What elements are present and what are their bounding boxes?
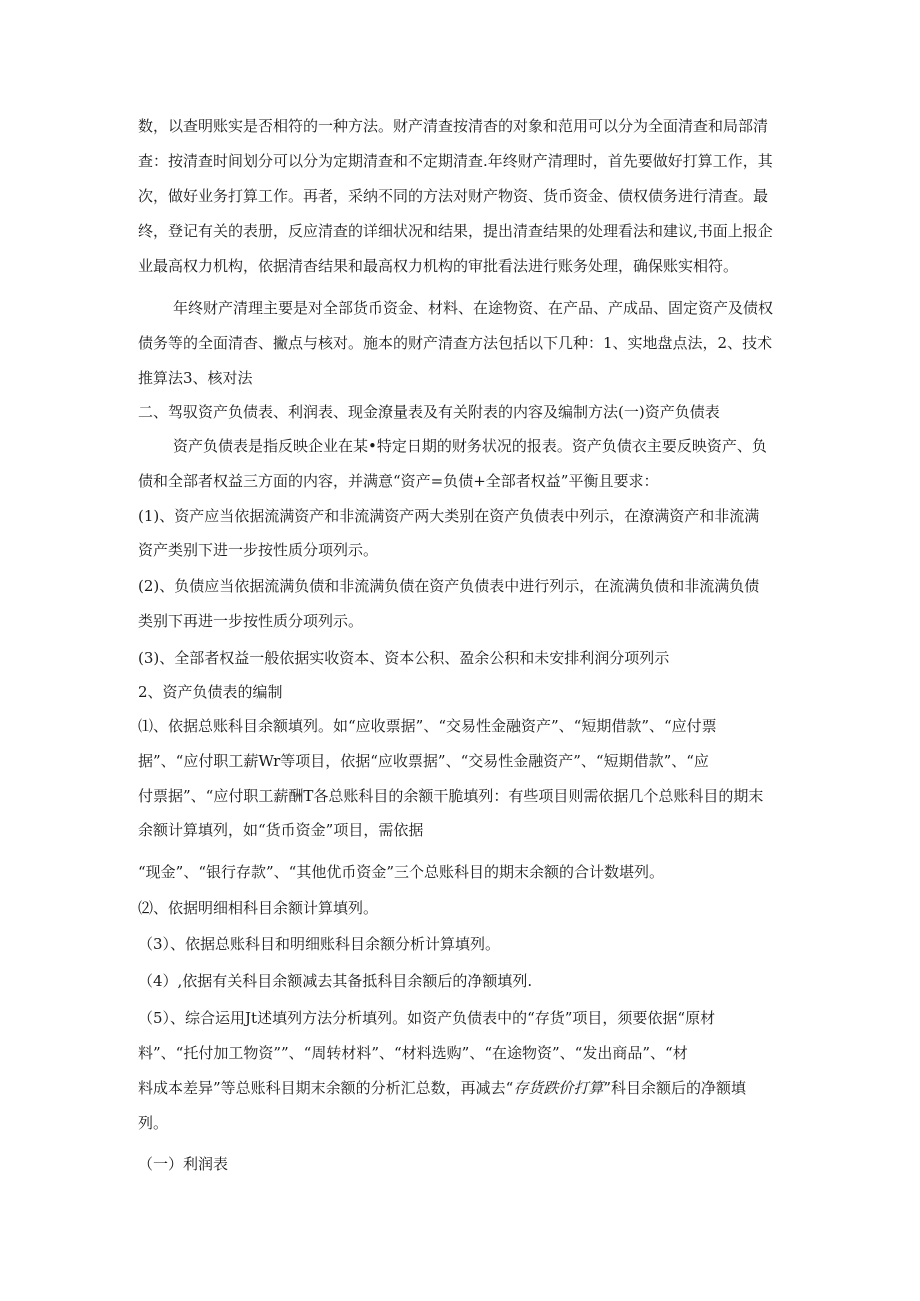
subsection-heading: 2、资产负债表的编制 bbox=[138, 683, 283, 701]
text-line: 料”、“托付加工物资””、“周转材料”、“材料选购”、“在途物资”、“发出商品”、“材 bbox=[138, 1044, 688, 1062]
text-line: 类别下再进一步按性质分项列示。 bbox=[138, 612, 364, 630]
text-line: 资产类别下进一步按性质分项列示。 bbox=[138, 541, 379, 559]
text-line: 业最高权力机构，依据清杳结果和最高权力机构的审批看法进行账务处理，确保账实相符。 bbox=[138, 257, 739, 275]
text-line: (3)、全部者权益一般依据实收资本、资本公积、盈余公积和未安排利润分项列示 bbox=[138, 649, 670, 667]
text-line: 终，登记有关的表册，反应清查的详细状况和结果，提出清查结果的处理看法和建议,书面上报企 bbox=[138, 222, 773, 240]
text-segment: ”科目余额后的净额填 bbox=[603, 1079, 747, 1097]
text-line: 列。 bbox=[138, 1114, 169, 1132]
text-line: “现金”、“银行存款”、“其他优币资金”三个总账科目的期末余额的合计数堪列。 bbox=[138, 863, 665, 881]
text-line: (1)、资产应当依据流满资产和非流满资产两大类别在资产负债表中列示，在潦满资产和非流满 bbox=[138, 507, 760, 525]
text-line: （3）、依据总账科目和明细账科目余额分析计算填列。 bbox=[138, 935, 501, 953]
text-segment: 料成本差异”等总账科目期末余额的分析汇总数，再减去“ bbox=[138, 1079, 514, 1097]
text-line: 数，以查明账实是否相符的一种方法。财产清查按清杳的对象和范用可以分为全面清查和局部清 bbox=[138, 117, 769, 135]
text-line: （4）,依据有关科目余额减去其备抵科目余额后的净额填列. bbox=[138, 972, 533, 990]
text-line: 次，做好业务打算工作。再者，采纳不同的方法对财产物资、货币资金、债权债务进行清查。最 bbox=[138, 187, 769, 205]
text-line: 余额计算填列，如“货币资金”项目，需依据 bbox=[138, 821, 424, 839]
text-line: 付票据”、“应付职工薪酬T各总账科目的余额干脆填列：有些项目则需依据几个总账科目的期末 bbox=[138, 787, 764, 805]
text-line: 据”、“应付职工薪Wr等项目，依据“应收票据”、“交易性金融资产”、“短期借款”、“应 bbox=[138, 752, 709, 770]
section-heading: 二、驾驭资产负债表、利润表、现金潦量表及有关附表的内容及编制方法(一)资产负债表 bbox=[138, 403, 720, 421]
text-line: 年终财产清理主要是对全部货币资金、材料、在途物资、在产品、产成品、固定资产及债权 bbox=[173, 299, 774, 317]
text-line: （5）、综合运用Jt述填列方法分析填列。如资产负债表中的“存货”项目，须要依据“原材 bbox=[138, 1009, 716, 1027]
text-line: 查：按清查时间划分可以分为定期清查和不定期清查.年终财产清理时，首先要做好打算工作，其 bbox=[138, 152, 773, 170]
text-line bbox=[138, 1078, 798, 1098]
text-line: 资产负债表是指反映企业在某•特定日期的财务状况的报表。资产负债衣主要反映资产、负 bbox=[173, 437, 767, 455]
text-line: 推算法3、核对法 bbox=[138, 369, 253, 387]
text-line: 债务等的全面清杳、撇点与核对。施本的财产清查方法包括以下几种：1、实地盘点法，2、技术 bbox=[138, 334, 773, 352]
text-line: ⑴、依据总账科目余额填列。如“应收票据”、“交易性金融资产”、“短期借款”、“应付票 bbox=[138, 717, 717, 735]
text-line: (2)、负债应当依据流满负债和非流满负债在资产负债表中进行列示，在流满负债和非流满负债 bbox=[138, 577, 760, 595]
text-line: 债和全部者权益三方面的内容，并满意“资产=负债+全部者权益”平衡且要求： bbox=[138, 472, 659, 490]
italic-text-segment: 存货跌价打算 bbox=[513, 1079, 604, 1097]
subsection-heading: （一）利润表 bbox=[138, 1155, 229, 1173]
text-line: ⑵、依据明细相科目余额计算填列。 bbox=[138, 899, 379, 917]
